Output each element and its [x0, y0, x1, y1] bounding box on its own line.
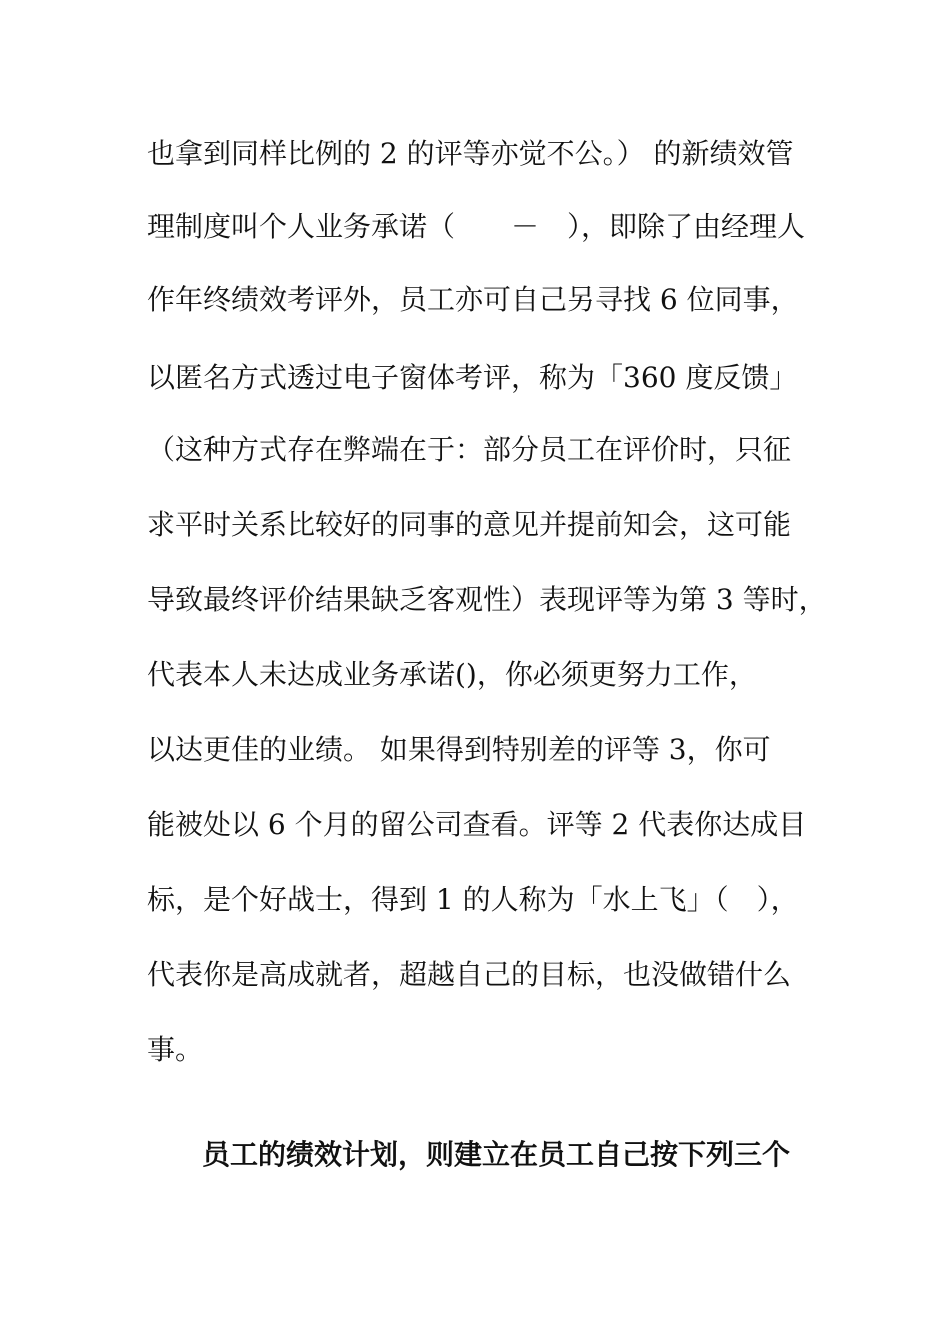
paragraph-line: 代表你是高成就者，超越自己的目标，也没做错什么: [147, 958, 792, 991]
section-heading: 员工的绩效计划，则建立在员工自己按下列三个: [202, 1138, 791, 1171]
paragraph-line: 以达更佳的业绩。 如果得到特别差的评等 3，你可: [147, 733, 771, 766]
paragraph-line: 能被处以 6 个月的留公司查看。评等 2 代表你达成目: [147, 808, 807, 841]
paragraph-line: 也拿到同样比例的 2 的评等亦觉不公。） 的新绩效管: [147, 137, 794, 170]
paragraph-line: （这种方式存在弊端在于：部分员工在评价时，只征: [147, 433, 792, 466]
paragraph-line: 理制度叫个人业务承诺（ － ），即除了由经理人: [147, 210, 806, 243]
paragraph-line: 求平时关系比较好的同事的意见并提前知会，这可能: [147, 508, 792, 541]
paragraph-line: 标，是个好战士，得到 1 的人称为「水上飞」（ ），: [147, 883, 799, 916]
paragraph-line: 导致最终评价结果缺乏客观性）表现评等为第 3 等时，: [147, 583, 827, 616]
paragraph-line: 代表本人未达成业务承诺()，你必须更努力工作，: [147, 658, 757, 691]
paragraph-line: 作年终绩效考评外，员工亦可自己另寻找 6 位同事，: [147, 283, 799, 316]
paragraph-line: 以匿名方式透过电子窗体考评，称为「360 度反馈」: [147, 361, 798, 394]
paragraph-line: 事。: [147, 1033, 204, 1066]
